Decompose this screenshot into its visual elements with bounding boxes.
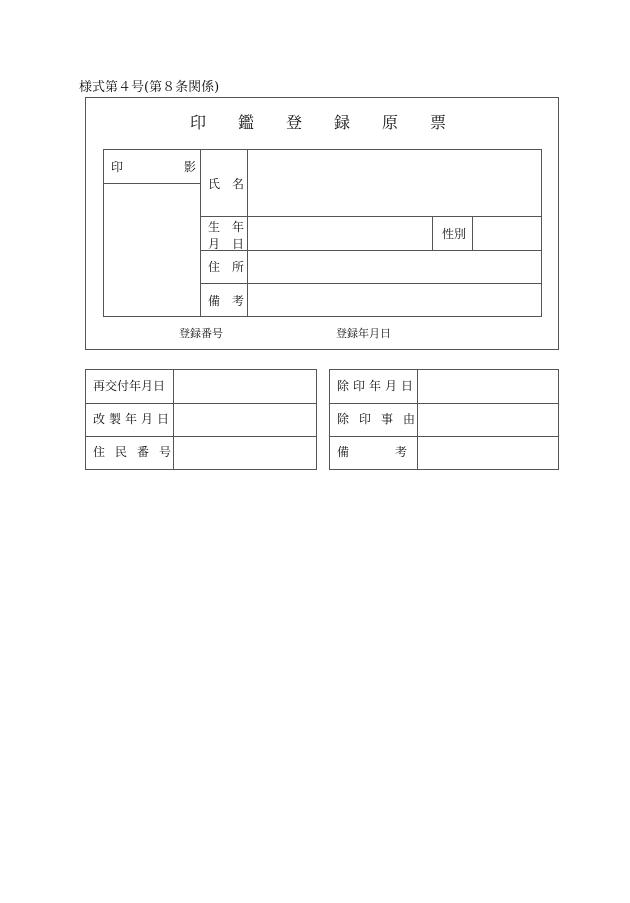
table-row <box>330 436 558 469</box>
gender-value-divider <box>472 216 473 250</box>
table-row <box>330 403 558 436</box>
seal-removal-date-label: 除印年月日 <box>337 379 418 393</box>
registration-date-label: 登録年月日 <box>336 327 391 340</box>
revision-date-label: 改製年月日 <box>93 412 174 426</box>
name-label: 氏 名 <box>208 177 245 191</box>
reissue-table <box>85 369 317 470</box>
name-row-divider <box>200 216 541 217</box>
removal-remarks-label: 備考 <box>337 445 454 459</box>
registration-number-label: 登録番号 <box>179 327 223 340</box>
seal-column-divider <box>200 150 201 316</box>
table-row <box>330 370 558 403</box>
table-row <box>86 370 316 403</box>
address-row-divider <box>200 283 541 284</box>
reissue-date-label: 再交付年月日 <box>93 379 166 393</box>
address-label: 住 所 <box>208 260 245 274</box>
birth-row-divider <box>200 250 541 251</box>
seal-header-divider <box>104 183 200 184</box>
resident-number-label: 住民番号 <box>93 445 182 459</box>
gender-label-divider <box>432 216 433 250</box>
seal-removal-table <box>329 369 559 470</box>
remarks-label: 備 考 <box>208 294 245 308</box>
form-number-label: 様式第４号(第８条関係) <box>79 80 220 95</box>
registration-details-grid <box>103 149 542 317</box>
seal-removal-reason-label: 除印事由 <box>337 412 426 426</box>
document-title: 印 鑑 登 録 原 票 <box>189 113 454 132</box>
birth-label-bottom: 月 日 <box>208 237 245 251</box>
label-column-divider <box>247 150 248 316</box>
birth-label-top: 生 年 <box>208 220 245 234</box>
gender-label: 性別 <box>442 227 467 241</box>
table-row <box>86 403 316 436</box>
seal-label-left: 印 <box>111 160 124 174</box>
table-row <box>86 436 316 469</box>
seal-label-right: 影 <box>184 160 197 174</box>
